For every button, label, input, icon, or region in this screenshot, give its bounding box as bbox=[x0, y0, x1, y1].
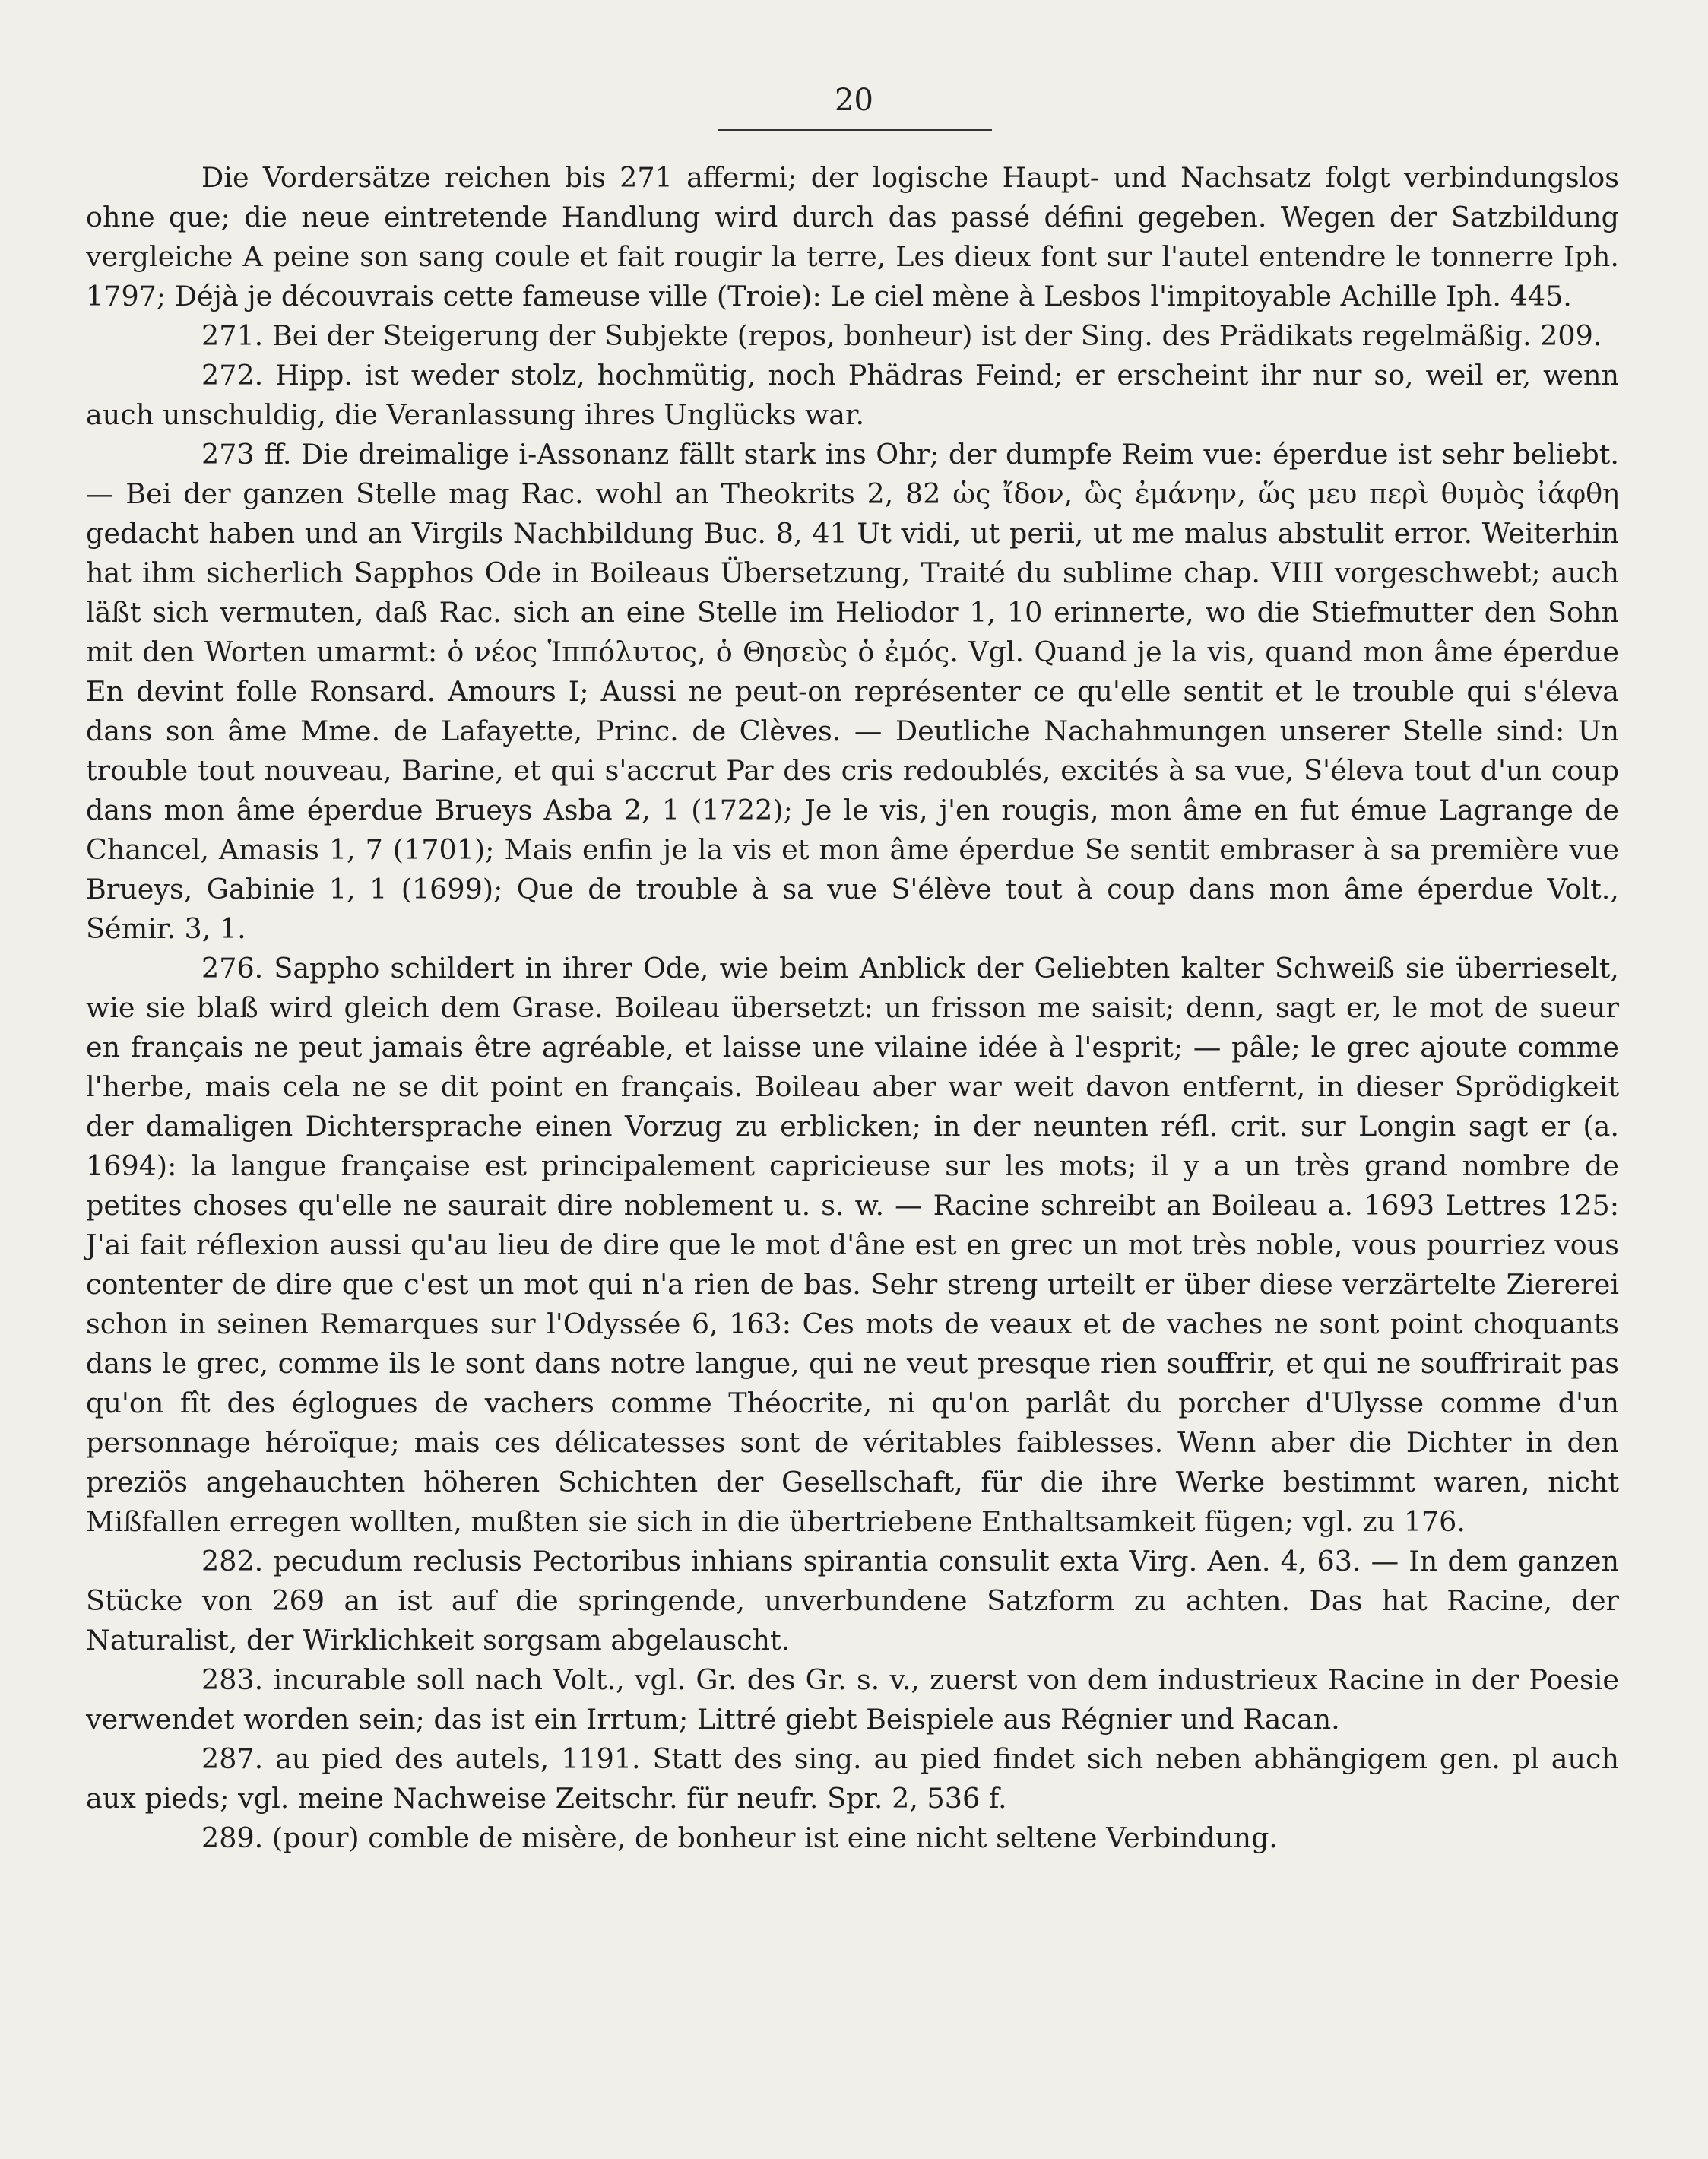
note-271: 271. Bei der Steigerung der Subjekte (repos, bonheur) ist der Sing. des Prädikats regelmäßig. 209. bbox=[201, 319, 1602, 352]
note-276: 276. Sappho schildert in ihrer Ode, wie beim Anblick der Geliebten kalter Schweiß sie überrieselt, wie sie blaß wird gleich dem Grase. Boileau übersetzt: un frisson me saisit; denn, sagt er, le mot de sueur en français ne peut jamais être agréable, et laisse une vilaine idée à l'esprit; — pâle; le grec ajoute comme l'herbe, mais cela ne se dit point en français. Boileau aber war weit davon entfernt, in dieser Sprödigkeit der damaligen Dichtersprache einen Vorzug zu erblicken; in der neunten réfl. crit. sur Longin sagt er (a. 1694): la langue française est principalement capricieuse sur les mots; il y a un très grand nombre de petites choses qu'elle ne saurait dire noblement u. s. w. — Racine schreibt an Boileau a. 1693 Lettres 125: J'ai fait réflexion aussi qu'au lieu de dire que le mot d'âne est en grec un mot très noble, vous pourriez vous contenter de dire que c'est un mot qui n'a rien de bas. Sehr streng urteilt er über diese verzärtelte Ziererei schon in seinen Remarques sur l'Odyssée 6, 163: Ces mots de veaux et de vaches ne sont point choquants dans le grec, comme ils le sont dans notre langue, qui ne veut presque rien souffrir, et qui ne souffrirait pas qu'on fît des églogues de vachers comme Théocrite, ni qu'on parlât du porcher d'Ulysse comme d'un personnage héroïque; mais ces délicatesses sont de véritables faiblesses. Wenn aber die Dichter in den preziös angehauchten höheren Schichten der Gesellschaft, für die ihre Werke bestimmt waren, nicht Mißfallen erregen wollten, mußten sie sich in die übertriebene Enthaltsamkeit fügen; vgl. zu 176. bbox=[86, 952, 1619, 1538]
page-body bbox=[86, 158, 1619, 1858]
paragraph-intro: Die Vordersätze reichen bis 271 affermi; der logische Haupt- und Nachsatz folgt verbindungslos ohne que; die neue eintretende Handlung wird durch das passé défini gegeben. Wegen der Satzbildung vergleiche A peine son sang coule et fait rougir la terre, Les dieux font sur l'autel entendre le tonnerre Iph. 1797; Déjà je découvrais cette fameuse ville (Troie): Le ciel mène à Lesbos l'impitoyable Achille Iph. 445. bbox=[86, 161, 1619, 312]
header-rule bbox=[718, 129, 992, 131]
note-287: 287. au pied des autels, 1191. Statt des sing. au pied findet sich neben abhängigem gen. pl auch aux pieds; vgl. meine Nachweise Zeitschr. für neufr. Spr. 2, 536 f. bbox=[86, 1742, 1619, 1815]
note-272: 272. Hipp. ist weder stolz, hochmütig, noch Phädras Feind; er erscheint ihr nur so, weil er, wenn auch unschuldig, die Veranlassung ihres Unglücks war. bbox=[86, 359, 1619, 431]
note-273: 273 ff. Die dreimalige i-Assonanz fällt stark ins Ohr; der dumpfe Reim vue: éperdue ist sehr beliebt. — Bei der ganzen Stelle mag Rac. wohl an Theokrits 2, 82 ὡς ἴδον, ὣς ἐμάνην, ὥς μευ περὶ θυμὸς ἰάφθη gedacht haben und an Virgils Nachbildung Buc. 8, 41 Ut vidi, ut perii, ut me malus abstulit error. Weiterhin hat ihm sicherlich Sapphos Ode in Boileaus Übersetzung, Traité du sublime chap. VIII vorgeschwebt; auch läßt sich vermuten, daß Rac. sich an eine Stelle im Heliodor 1, 10 erinnerte, wo die Stiefmutter den Sohn mit den Worten umarmt: ὁ νέος Ἱππόλυτος, ὁ Θησεὺς ὁ ἐμός. Vgl. Quand je la vis, quand mon âme éperdue En devint folle Ronsard. Amours I; Aussi ne peut-on représenter ce qu'elle sentit et le trouble qui s'éleva dans son âme Mme. de Lafayette, Princ. de Clèves. — Deutliche Nachahmungen unserer Stelle sind: Un trouble tout nouveau, Barine, et qui s'accrut Par des cris redoublés, excités à sa vue, S'éleva tout d'un coup dans mon âme éperdue Brueys Asba 2, 1 (1722); Je le vis, j'en rougis, mon âme en fut émue Lagrange de Chancel, Amasis 1, 7 (1701); Mais enfin je la vis et mon âme éperdue Se sentit embraser à sa première vue Brueys, Gabinie 1, 1 (1699); Que de trouble à sa vue S'élève tout à coup dans mon âme éperdue Volt., Sémir. 3, 1. bbox=[86, 438, 1619, 945]
page-number: 20 bbox=[835, 83, 873, 118]
note-283: 283. incurable soll nach Volt., vgl. Gr. des Gr. s. v., zuerst von dem industrieux Racine in der Poesie verwendet worden sein; das ist ein Irrtum; Littré giebt Beispiele aus Régnier und Racan. bbox=[86, 1663, 1619, 1736]
note-282: 282. pecudum reclusis Pectoribus inhians spirantia consulit exta Virg. Aen. 4, 63. — In dem ganzen Stücke von 269 an ist auf die springende, unverbundene Satzform zu achten. Das hat Racine, der Naturalist, der Wirklichkeit sorgsam abgelauscht. bbox=[86, 1545, 1619, 1657]
note-289: 289. (pour) comble de misère, de bonheur ist eine nicht seltene Verbindung. bbox=[201, 1821, 1279, 1854]
